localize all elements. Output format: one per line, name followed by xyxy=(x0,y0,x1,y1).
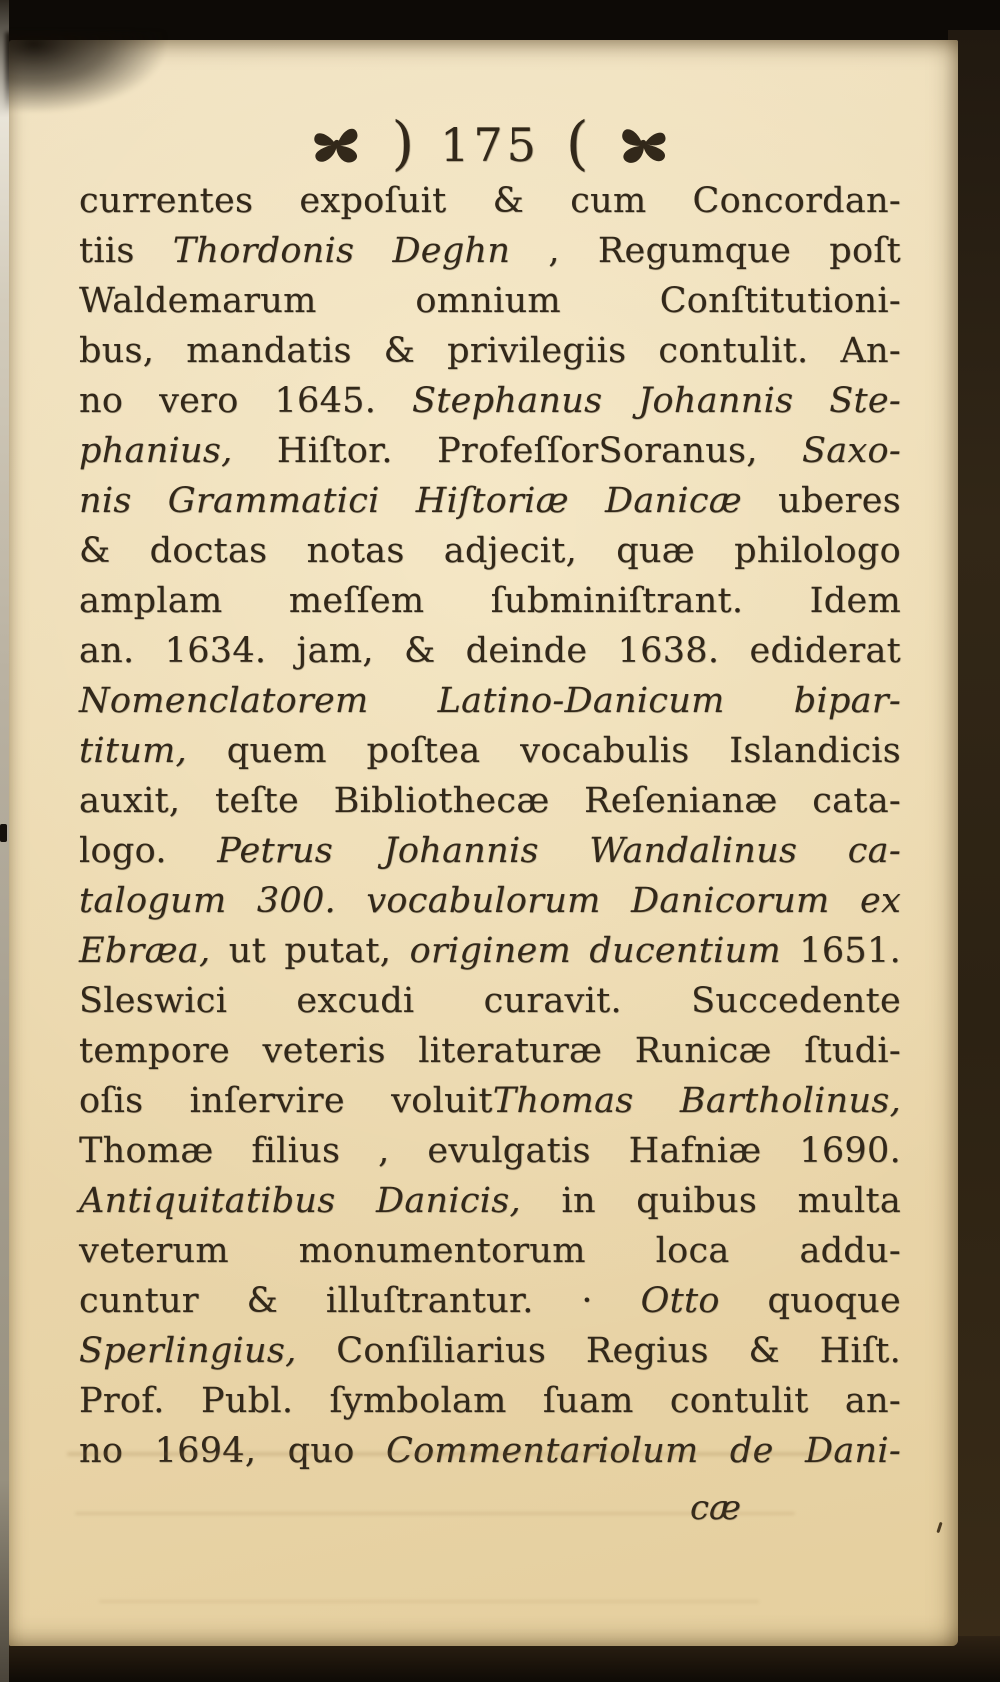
text-segment: Waldemarum omnium Conſtitutioni- xyxy=(79,281,901,321)
text-segment: tiis xyxy=(79,231,173,271)
text-line xyxy=(79,626,901,676)
italic-text-segment: Otto xyxy=(640,1281,720,1321)
show-through-line xyxy=(67,1452,837,1456)
italic-text-segment: Thordonis Deghn xyxy=(172,231,511,271)
text-segment: quem poſtea vocabulis Islandicis xyxy=(186,731,901,771)
text-line xyxy=(79,926,901,976)
text-segment: ut putat, xyxy=(210,931,410,971)
text-segment: & doctas notas adjecit, quæ philologo xyxy=(79,531,901,571)
header-close-bracket: ( xyxy=(565,109,589,177)
italic-text-segment: Ebræa, xyxy=(79,931,211,971)
scan-edge-strip xyxy=(0,0,9,1682)
text-line xyxy=(79,1026,901,1076)
italic-text-segment: Saxo- xyxy=(802,431,901,471)
body-text xyxy=(79,176,901,1476)
text-line xyxy=(79,1326,901,1376)
show-through-line xyxy=(99,1600,759,1603)
book-page xyxy=(9,40,958,1646)
text-segment: an. 1634. jam, & deinde 1638. ediderat xyxy=(79,631,901,671)
fleuron-right-icon xyxy=(613,119,672,171)
text-segment: bus, mandatis & privilegiis contulit. An- xyxy=(79,331,901,371)
text-segment: no vero 1645. xyxy=(79,381,413,421)
text-line xyxy=(79,326,901,376)
italic-text-segment: Stephanus Johannis Ste- xyxy=(412,381,901,421)
text-line xyxy=(79,1076,901,1126)
italic-text-segment: Antiquitatibus Danicis, xyxy=(79,1181,521,1221)
text-line xyxy=(79,226,901,276)
text-line xyxy=(79,526,901,576)
text-line xyxy=(79,1226,901,1276)
text-segment: logo. xyxy=(79,831,218,871)
text-segment: Thomæ filius , evulgatis Hafniæ 1690. xyxy=(79,1131,901,1171)
text-line xyxy=(79,276,901,326)
catchword: cæ xyxy=(690,1488,741,1528)
ink-speck xyxy=(936,1522,942,1533)
fleuron-left-icon xyxy=(307,118,368,172)
italic-text-segment: Nomenclatorem Latino-Danicum bipar- xyxy=(79,681,901,721)
text-line xyxy=(79,176,901,226)
text-segment: oſis inſervire voluit xyxy=(79,1081,493,1121)
text-segment: amplam meſſem ſubminiſtrant. Idem xyxy=(79,581,901,621)
text-line xyxy=(79,1126,901,1176)
page-corner-stain xyxy=(5,32,165,112)
text-segment: quoque xyxy=(719,1281,901,1321)
italic-text-segment: nis Grammatici Hiſtoriæ Danicæ xyxy=(79,481,742,521)
text-line xyxy=(79,1176,901,1226)
text-segment: in quibus multa xyxy=(520,1181,901,1221)
text-line xyxy=(79,776,901,826)
text-line xyxy=(79,676,901,726)
text-segment: cuntur & illuſtrantur. · xyxy=(79,1281,641,1321)
text-segment: auxit, teſte Bibliothecæ Reſenianæ cata- xyxy=(79,781,901,821)
italic-text-segment: Commentariolum de Dani- xyxy=(385,1431,901,1471)
text-line xyxy=(79,976,901,1026)
edge-mark xyxy=(0,824,7,842)
text-segment: Sleswici excudi curavit. Succedente xyxy=(79,981,901,1021)
text-segment: veterum monumentorum loca addu- xyxy=(79,1231,901,1271)
text-segment: , Regumque poſt xyxy=(510,231,901,271)
text-segment: Prof. Publ. ſymbolam ſuam contulit an- xyxy=(79,1381,901,1421)
text-segment: Hiſtor. ProfeſſorSoranus, xyxy=(232,431,803,471)
italic-text-segment: Thomas Bartholinus, xyxy=(492,1081,901,1121)
text-segment: tempore veteris literaturæ Runicæ ſtudi- xyxy=(79,1031,901,1071)
italic-text-segment: talogum 300. vocabulorum Danicorum ex xyxy=(79,881,901,921)
text-line xyxy=(79,426,901,476)
header-open-bracket: ) xyxy=(391,109,415,177)
text-line xyxy=(79,726,901,776)
text-line xyxy=(79,1276,901,1326)
text-line xyxy=(79,576,901,626)
italic-text-segment: titum, xyxy=(79,731,187,771)
text-segment: uberes xyxy=(741,481,901,521)
text-segment: Conſiliarius Regius & Hiſt. xyxy=(296,1331,901,1371)
text-line xyxy=(79,1426,901,1476)
text-line xyxy=(79,476,901,526)
text-line xyxy=(79,1376,901,1426)
text-line xyxy=(79,876,901,926)
text-segment: currentes expoſuit & cum Concordan- xyxy=(79,181,901,221)
italic-text-segment: phanius, xyxy=(79,431,233,471)
text-segment: 1651. xyxy=(780,931,901,971)
show-through-line xyxy=(75,1512,795,1515)
text-line xyxy=(79,826,901,876)
text-segment: no 1694, quo xyxy=(79,1431,386,1471)
italic-text-segment: Petrus Johannis Wandalinus ca- xyxy=(217,831,901,871)
text-line xyxy=(79,376,901,426)
italic-text-segment: Sperlingius, xyxy=(79,1331,297,1371)
italic-text-segment: originem ducentium xyxy=(409,931,781,971)
page-number: 175 xyxy=(440,118,540,172)
